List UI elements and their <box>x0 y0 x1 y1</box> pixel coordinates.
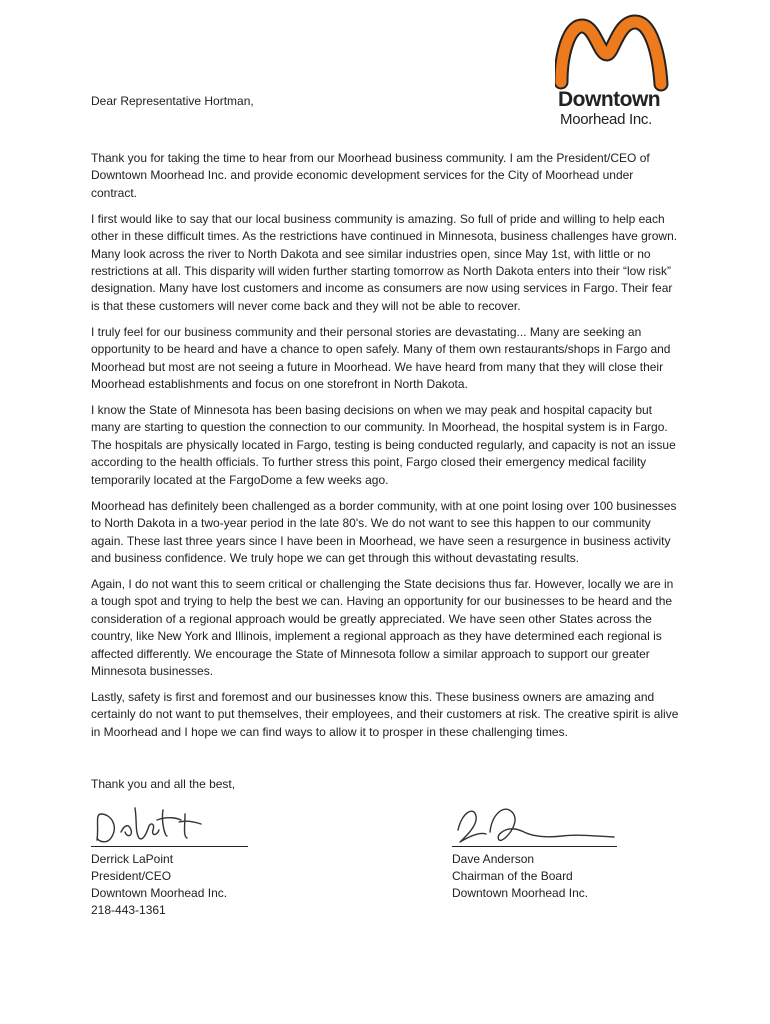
signatory-name: Derrick LaPoint <box>91 852 174 866</box>
downtown-moorhead-logo <box>555 14 670 128</box>
mountain-wave-logo-icon <box>555 14 670 94</box>
paragraph: I know the State of Minnesota has been basing decisions on when we may peak and hospital capacity but many are starting to question the connection to our community. In Moorhead, the hospital system is in Fargo. The hospitals are physically located in Fargo, testing is being conducted regularly, and capacity is not an issue according to the health officials. To further stress this point, Fargo closed their emergency medical facility temporarily located at the FargoDome a few weeks ago. <box>91 403 676 487</box>
closing: Thank you and all the best, <box>91 777 236 791</box>
signatory-org: Downtown Moorhead Inc. <box>91 886 228 900</box>
paragraph: Lastly, safety is first and foremost and our businesses know this. These business owners are amazing and certainly do not want to put themselves, their employees, and their customers at risk. The creative spirit is alive in Moorhead and I hope we can find ways to allow it to prosper in these challenging times. <box>91 689 679 739</box>
paragraph: I truly feel for our business community and their personal stories are devastating... Many are seeking an opportunity to be heard and have a chance to open safely. Many of them own restaurants/shops in Fargo and Moorhead but most are not seeing a future in Moorhead. We have heard from many that they will close their Moorhead establishments and focus on one storefront in North Dakota. <box>91 324 671 392</box>
handwritten-signature-icon <box>91 802 251 848</box>
logo-wordmark-line1: Downtown <box>558 88 661 111</box>
paragraph: I first would like to say that our local business community is amazing. So full of pride and willing to help each other in these difficult times. As the restrictions have continued in Minnesota, business challenges have grown. Many look across the river to North Dakota and see similar industries open, since May 1st, with little or no restrictions at all. This disparity will widen further starting tomorrow as North Dakota enters into their “low risk” designation. Many have lost customers and income as consumers are now using services in Fargo. Their fear is that these customers will never come back and they will not be able to recover. <box>91 211 678 313</box>
signatory-name: Dave Anderson <box>452 852 535 866</box>
signatory-phone: 218-443-1361 <box>91 903 166 917</box>
logo-wordmark-line2: Moorhead Inc. <box>560 111 652 128</box>
signature-line <box>91 846 248 847</box>
signature-line <box>452 846 617 847</box>
salutation: Dear Representative Hortman, <box>91 94 254 108</box>
signatory-org: Downtown Moorhead Inc. <box>452 886 589 900</box>
paragraph: Again, I do not want this to seem critical or challenging the State decisions thus far. However, locally we are in a tough spot and trying to help the best we can. Having an opportunity for our businesses to be heard and the consideration of a regional approach would be greatly appreciated. We have seen other States across the country, like New York and Illinois, implement a regional approach as they have determined each regional is affected differently. We encourage the State of Minnesota follow a similar approach to support our greater Minnesota businesses. <box>91 576 674 678</box>
letter-body <box>91 150 681 750</box>
signatory-title: Chairman of the Board <box>452 869 573 883</box>
signatory-lapoint <box>91 851 227 919</box>
handwritten-signature-icon <box>452 802 617 848</box>
paragraph: Thank you for taking the time to hear from our Moorhead business community. I am the President/CEO of Downtown Moorhead Inc. and provide economic development services for the City of Moorhead under contract. <box>91 151 650 200</box>
signatory-anderson <box>452 851 588 902</box>
paragraph: Moorhead has definitely been challenged as a border community, with at one point losing over 100 businesses to North Dakota in a two-year period in the late 80's. We do not want to see this happen to our community again. These last three years since I have been in Moorhead, we have seen a resurgence in business activity and business confidence. We truly hope we can get through this without devastating results. <box>91 498 677 565</box>
signatory-title: President/CEO <box>91 869 172 883</box>
